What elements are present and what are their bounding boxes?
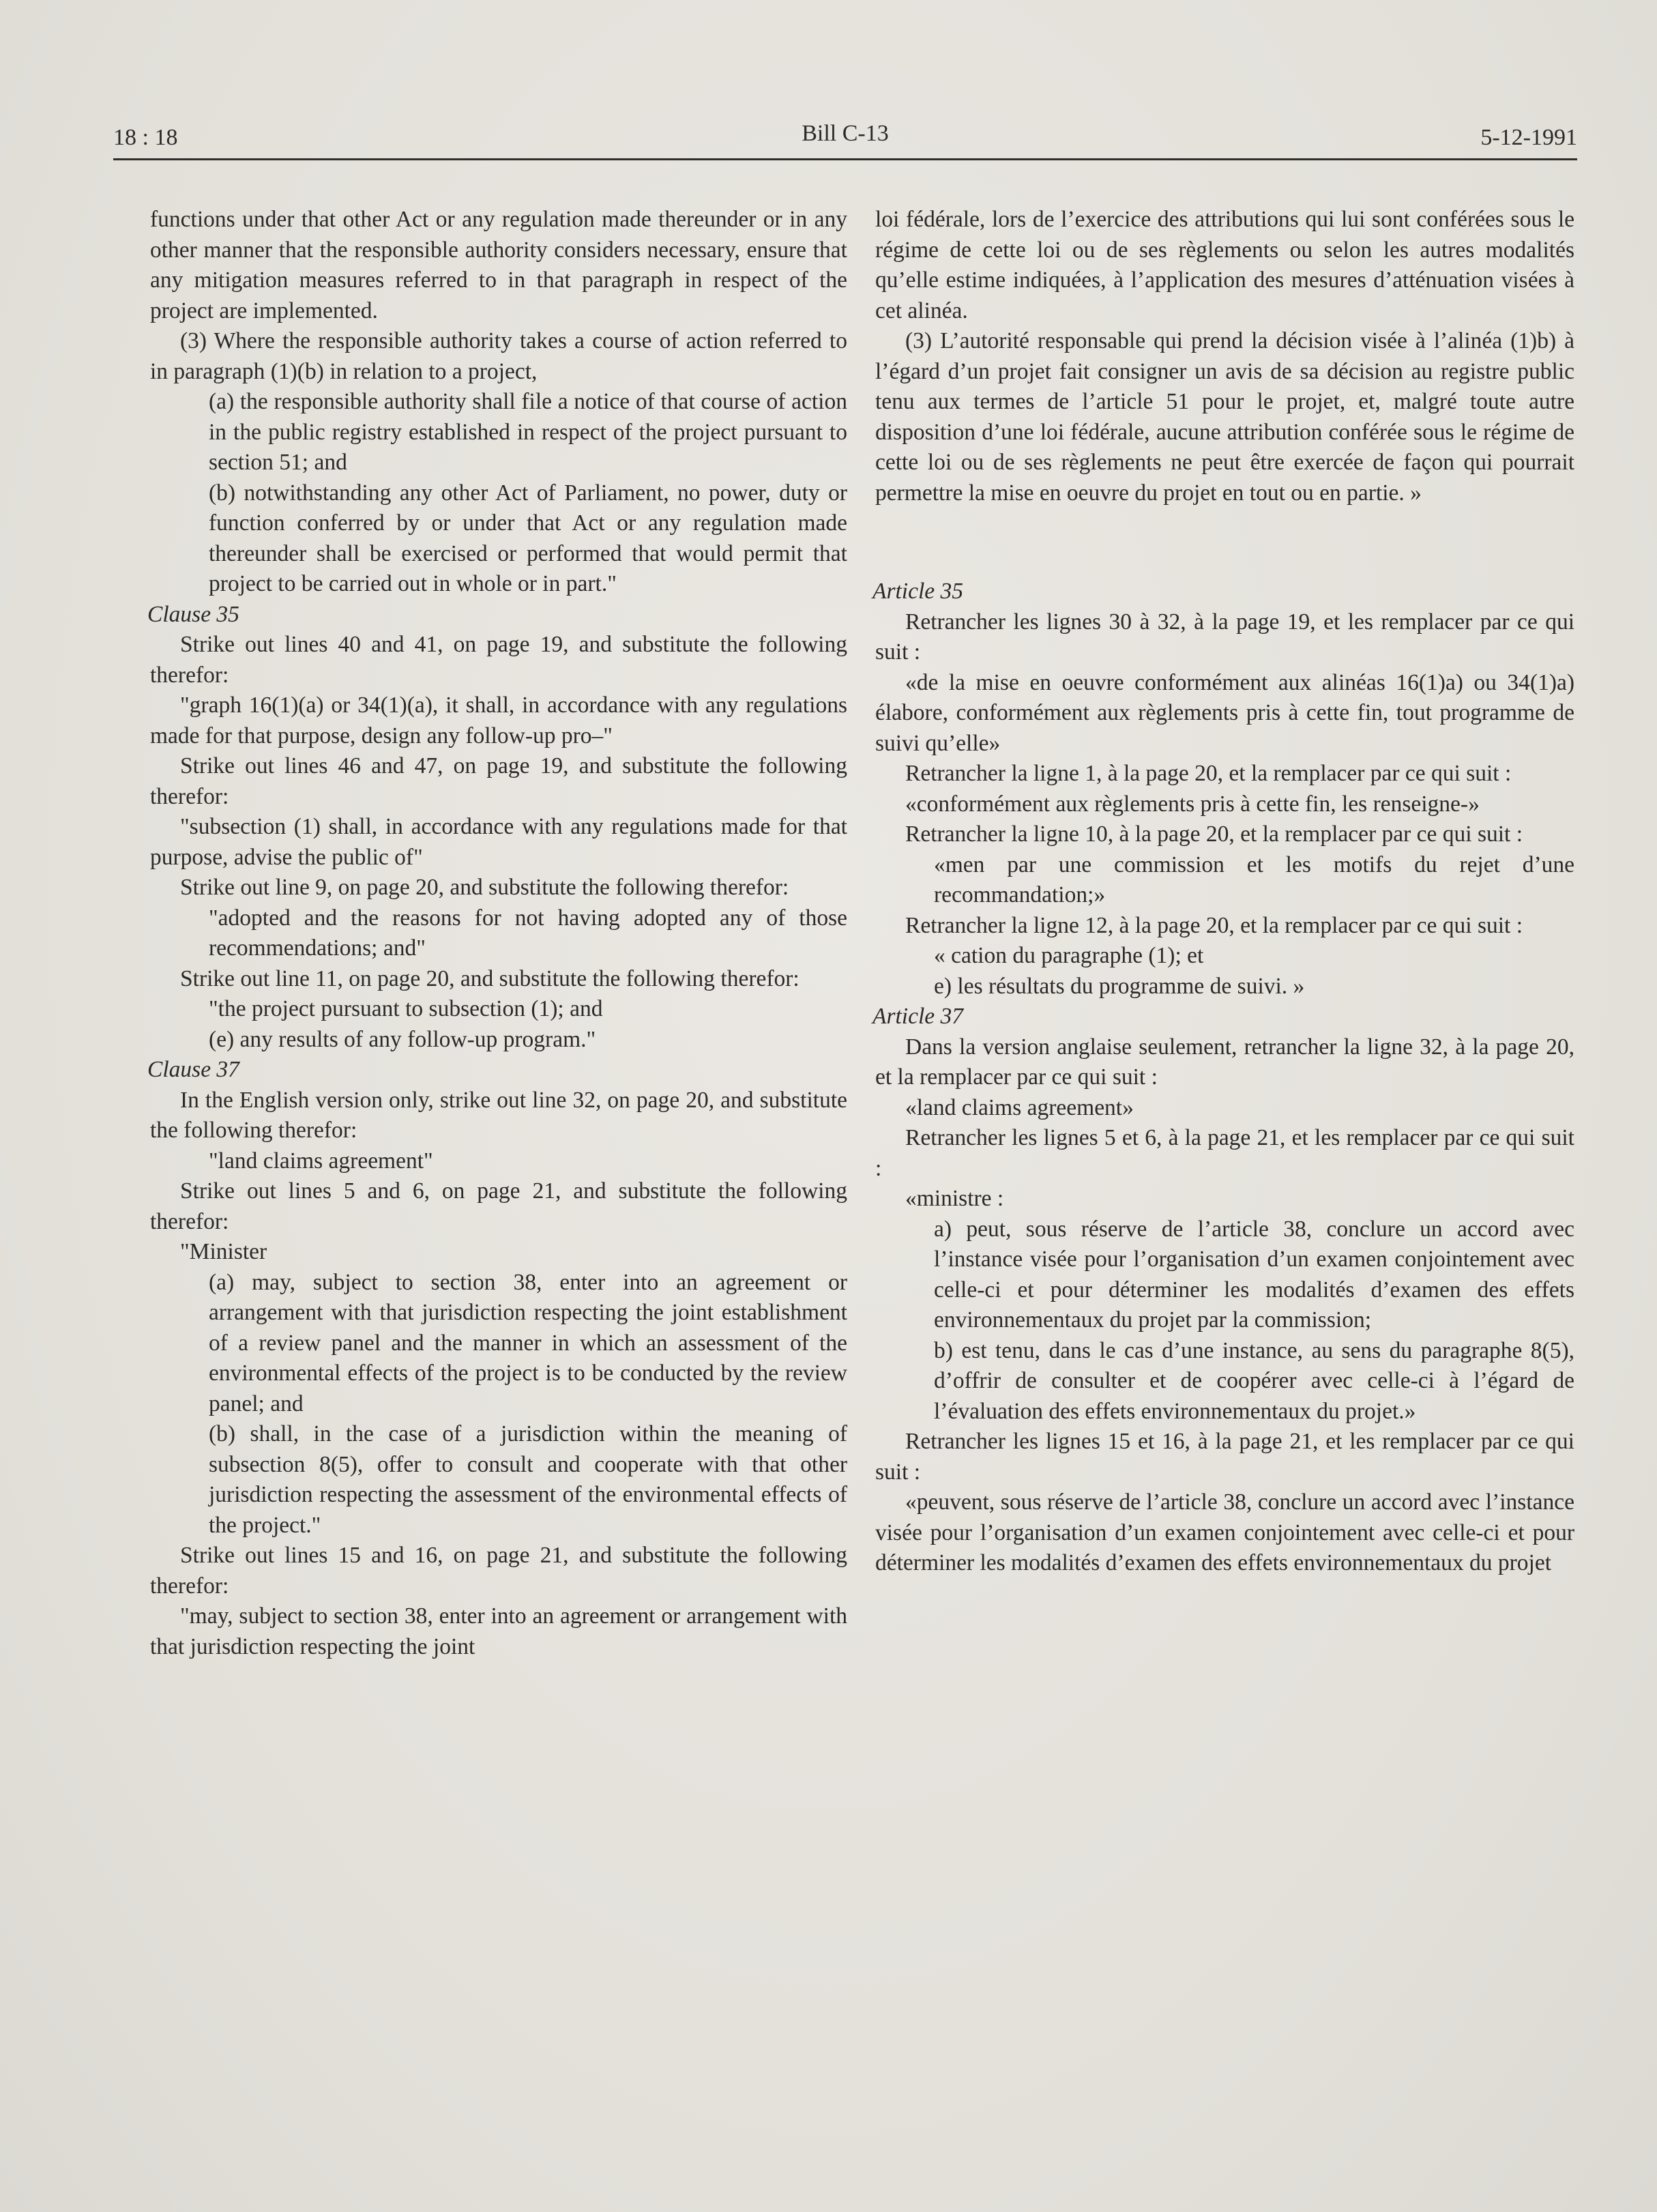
english-clause-heading: Clause 35 <box>147 601 239 627</box>
english-clause-heading: Clause 37 <box>147 1057 239 1082</box>
french-paragraph: «conformément aux règlements pris à cette fin, les renseigne-» <box>905 791 1480 817</box>
french-paragraph: «men par une commission et les motifs du rejet d’une recommandation;» <box>934 852 1574 907</box>
english-paragraph: "land claims agreement" <box>209 1148 433 1174</box>
french-paragraph: Retrancher la ligne 10, à la page 20, et la remplacer par ce qui suit : <box>905 821 1523 847</box>
english-paragraph: Strike out line 11, on page 20, and substitute the following therefor: <box>180 965 800 991</box>
english-paragraph: (a) may, subject to section 38, enter into an agreement or arrangement with that jurisdiction respecting the joint establishment of a review panel and the manner in which an assessment of the environmental effects of the project is to be conducted by the review panel; and <box>209 1269 847 1416</box>
english-paragraph: (e) any results of any follow-up program." <box>209 1026 596 1052</box>
french-clause-heading: Article 37 <box>873 1004 964 1029</box>
french-paragraph: « cation du paragraphe (1); et <box>934 943 1204 968</box>
french-paragraph: Dans la version anglaise seulement, retrancher la ligne 32, à la page 20, et la remplacer par ce qui suit : <box>875 1034 1574 1090</box>
english-paragraph: Strike out lines 40 and 41, on page 19, and substitute the following therefor: <box>150 632 847 688</box>
french-column <box>875 205 1574 1579</box>
french-paragraph: «ministre : <box>905 1186 1004 1211</box>
french-paragraph: «peuvent, sous réserve de l’article 38, conclure un accord avec l’instance visée pour l’organisation d’un examen conjointement avec celle-ci et pour déterminer les modalités d’examen des effets environnementaux du projet <box>875 1489 1574 1575</box>
english-column <box>147 205 847 1662</box>
english-paragraph: "adopted and the reasons for not having adopted any of those recommendations; and" <box>209 905 847 961</box>
page-reference: 18 : 18 <box>113 125 178 150</box>
header-date: 5-12-1991 <box>1480 125 1577 150</box>
french-paragraph: a) peut, sous réserve de l’article 38, conclure un accord avec l’instance visée pour l’organisation d’un examen conjointement avec celle-ci et pour déterminer les modalités d’examen des effets environnementaux du projet par la commission; <box>934 1216 1574 1333</box>
english-paragraph: (b) shall, in the case of a jurisdiction within the meaning of subsection 8(5), offer to consult and cooperate with that other jurisdiction respecting the assessment of the environmental effects of the project." <box>209 1421 847 1538</box>
english-paragraph: functions under that other Act or any regulation made thereunder or in any other manner that the responsible authority considers necessary, ensure that any mitigation measures referred to in that paragraph in respect of the project are implemented. <box>150 207 847 323</box>
french-paragraph: b) est tenu, dans le cas d’une instance, au sens du paragraphe 8(5), d’offrir de consulter et de coopérer avec celle-ci à l’égard de l’évaluation des effets environnementaux du projet.» <box>934 1337 1574 1424</box>
english-paragraph: Strike out lines 15 and 16, on page 21, and substitute the following therefor: <box>150 1543 847 1599</box>
english-paragraph: Strike out lines 46 and 47, on page 19, and substitute the following therefor: <box>150 753 847 809</box>
french-paragraph: «de la mise en oeuvre conformément aux alinéas 16(1)a) ou 34(1)a) élabore, conformément aux règlements pris à cette fin, tout programme de suivi qu’elle» <box>875 669 1574 756</box>
french-paragraph: Retrancher les lignes 5 et 6, à la page 21, et les remplacer par ce qui suit : <box>875 1125 1574 1181</box>
french-paragraph: loi fédérale, lors de l’exercice des attributions qui lui sont conférées sous le régime de cette loi ou de ses règlements ou selon les autres modalités qu’elle estime indiquées, à l’application des mesures d’atténuation visées à cet alinéa. <box>875 207 1574 323</box>
english-paragraph: Strike out line 9, on page 20, and substitute the following therefor: <box>180 875 789 900</box>
english-paragraph: "the project pursuant to subsection (1); and <box>209 996 603 1021</box>
header-rule <box>113 158 1577 160</box>
french-paragraph: Retrancher la ligne 12, à la page 20, et la remplacer par ce qui suit : <box>905 912 1523 938</box>
english-paragraph: (b) notwithstanding any other Act of Parliament, no power, duty or function conferred by or under that Act or any regulation made thereunder shall be exercised or performed that would permit that project to be carried out in whole or in part." <box>209 480 847 596</box>
english-paragraph: "graph 16(1)(a) or 34(1)(a), it shall, in accordance with any regulations made for that purpose, design any follow-up pro–" <box>150 693 847 748</box>
french-paragraph: e) les résultats du programme de suivi. » <box>934 973 1305 999</box>
french-paragraph: Retrancher la ligne 1, à la page 20, et la remplacer par ce qui suit : <box>905 761 1512 786</box>
french-spacer <box>875 508 1574 577</box>
english-paragraph: "may, subject to section 38, enter into an agreement or arrangement with that jurisdiction respecting the joint <box>150 1603 847 1659</box>
english-paragraph: "Minister <box>180 1239 267 1264</box>
english-paragraph: (3) Where the responsible authority takes a course of action referred to in paragraph (1)(b) in relation to a project, <box>150 328 847 384</box>
english-paragraph: Strike out lines 5 and 6, on page 21, and substitute the following therefor: <box>150 1178 847 1234</box>
french-paragraph: Retrancher les lignes 15 et 16, à la page 21, et les remplacer par ce qui suit : <box>875 1429 1574 1485</box>
french-clause-heading: Article 35 <box>873 579 964 604</box>
bill-title: Bill C-13 <box>802 121 889 146</box>
french-paragraph: «land claims agreement» <box>905 1094 1134 1120</box>
english-paragraph: (a) the responsible authority shall file a notice of that course of action in the public registry established in respect of the project pursuant to section 51; and <box>209 389 847 475</box>
french-paragraph: (3) L’autorité responsable qui prend la décision visée à l’alinéa (1)b) à l’égard d’un projet fait consigner un avis de sa décision au registre public tenu aux termes de l’article 51 pour le projet, et, malgré toute autre disposition d’une loi fédérale, aucune attribution conférée sous le régime de cette loi ou de ses règlements ne peut être exercée de façon qui pourrait permettre la mise en oeuvre du projet en tout ou en partie. » <box>875 328 1574 506</box>
english-paragraph: In the English version only, strike out line 32, on page 20, and substitute the following therefor: <box>150 1087 847 1143</box>
french-paragraph: Retrancher les lignes 30 à 32, à la page 19, et les remplacer par ce qui suit : <box>875 609 1574 665</box>
page-header <box>113 121 1577 160</box>
english-paragraph: "subsection (1) shall, in accordance with any regulations made for that purpose, advise the public of" <box>150 814 847 870</box>
